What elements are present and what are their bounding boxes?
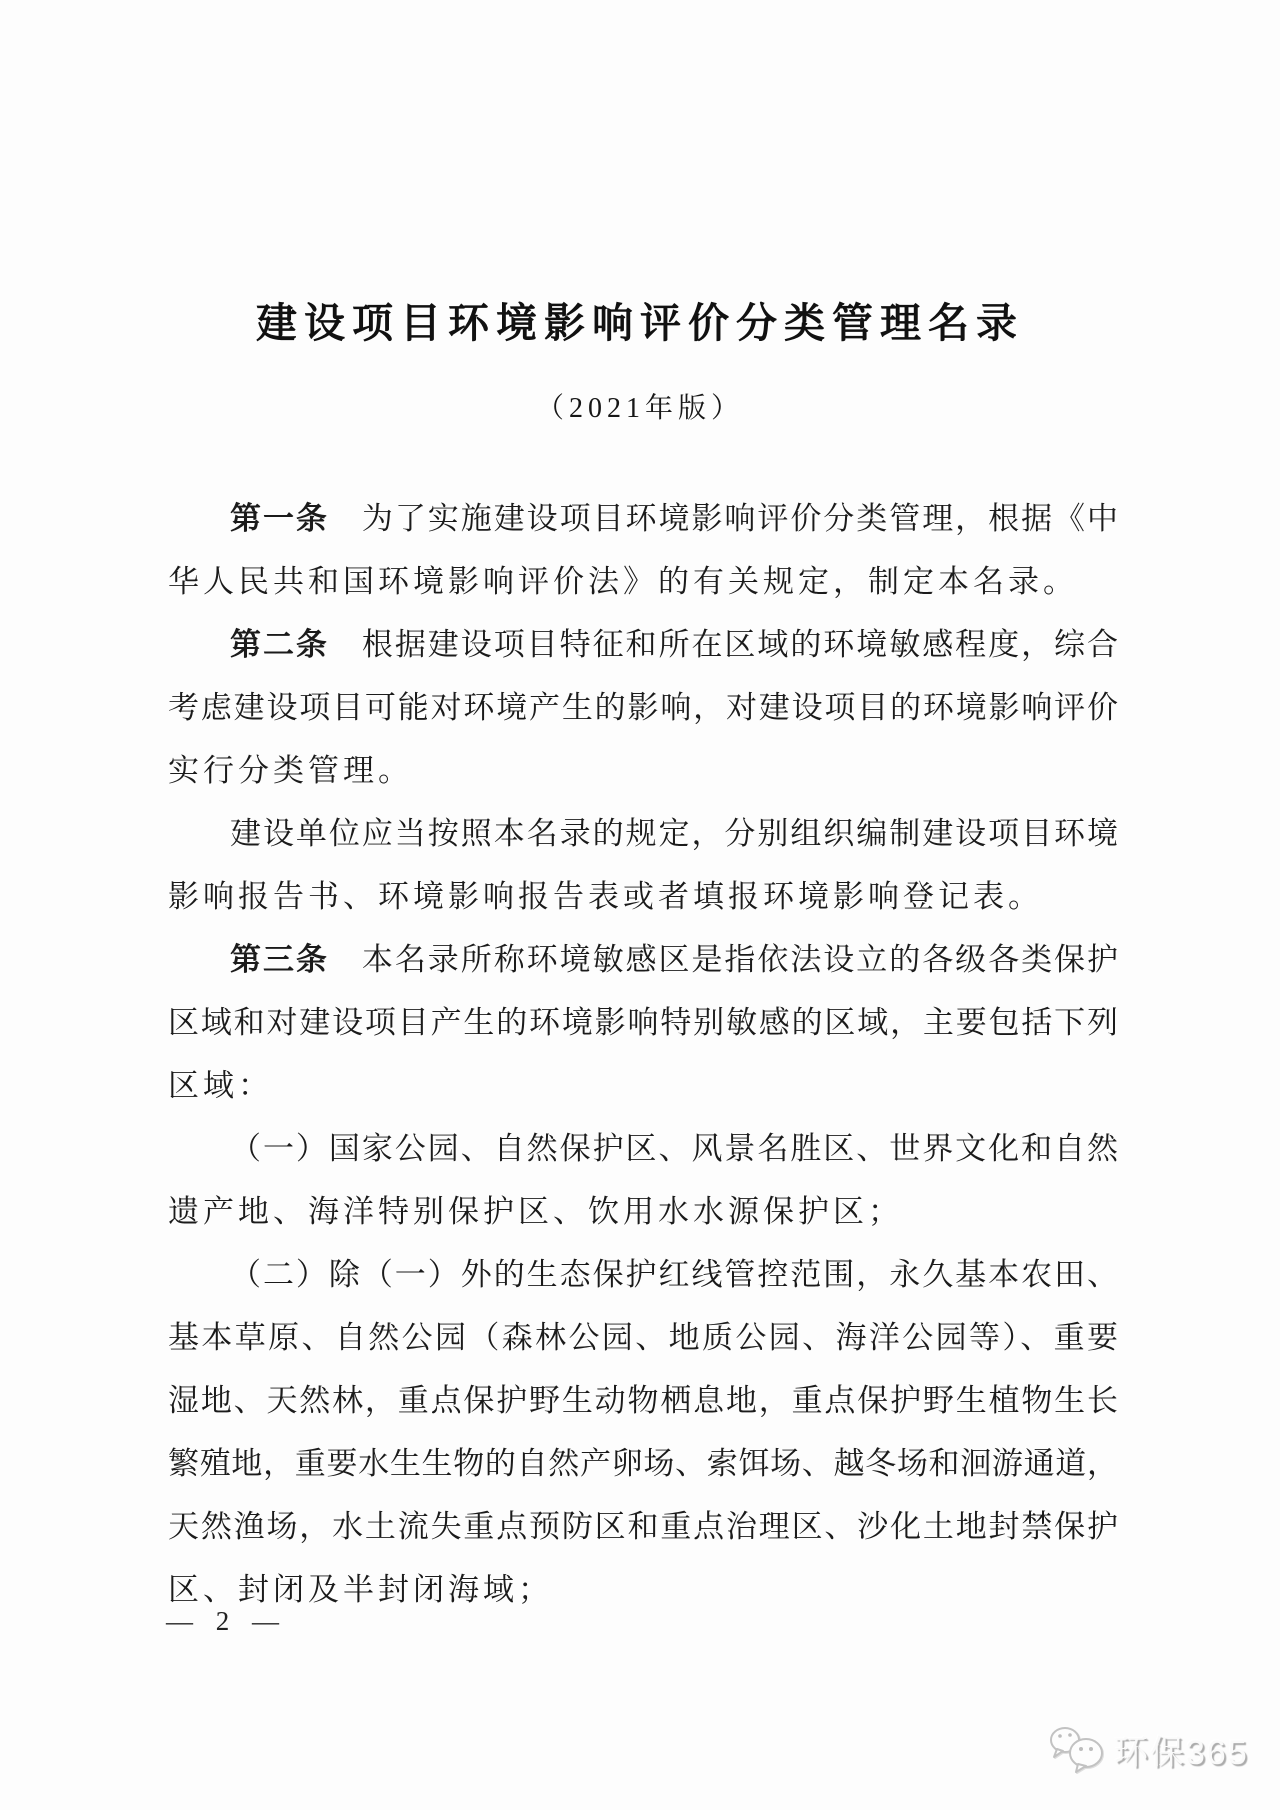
text-line xyxy=(168,865,1118,928)
line-text: 天然渔场，水土流失重点预防区和重点治理区、沙化土地封禁保护 xyxy=(168,1509,1118,1544)
text-line xyxy=(168,802,1118,865)
text-line xyxy=(168,928,1118,991)
line-text: 为了实施建设项目环境影响评价分类管理，根据《中 xyxy=(328,501,1119,536)
text-line xyxy=(168,1117,1118,1180)
text-line xyxy=(168,1432,1118,1495)
text-line xyxy=(168,487,1118,550)
line-text: 实行分类管理。 xyxy=(168,753,413,788)
line-text: 根据建设项目特征和所在区域的环境敏感程度，综合 xyxy=(328,627,1119,662)
line-text: 遗产地、海洋特别保护区、饮用水水源保护区； xyxy=(168,1194,903,1229)
wechat-bubbles-icon xyxy=(1046,1724,1106,1774)
line-text: （一）国家公园、自然保护区、风景名胜区、世界文化和自然 xyxy=(230,1131,1118,1166)
edition-subtitle: （2021年版） xyxy=(535,393,744,424)
text-line xyxy=(168,1558,1118,1621)
text-line xyxy=(168,1243,1118,1306)
document-body xyxy=(168,487,1118,1621)
text-line xyxy=(168,1054,1118,1117)
text-line xyxy=(168,991,1118,1054)
line-text: 本名录所称环境敏感区是指依法设立的各级各类保护 xyxy=(328,942,1119,977)
watermark xyxy=(1046,1724,1249,1774)
watermark-text: 环保365 xyxy=(1114,1733,1249,1772)
line-text: 区、封闭及半封闭海域； xyxy=(168,1572,553,1607)
text-line xyxy=(168,1306,1118,1369)
line-text: 湿地、天然林，重点保护野生动物栖息地，重点保护野生植物生长 xyxy=(168,1383,1118,1418)
line-text: 建设单位应当按照本名录的规定，分别组织编制建设项目环境 xyxy=(230,816,1118,851)
document-title: 建设项目环境影响评价分类管理名录 xyxy=(256,300,1024,346)
line-text: （二）除（一）外的生态保护红线管控范围，永久基本农田、 xyxy=(230,1257,1118,1292)
line-text: 区域： xyxy=(168,1068,273,1103)
line-text: 区域和对建设项目产生的环境影响特别敏感的区域，主要包括下列 xyxy=(168,1005,1118,1040)
article-number: 第三条 xyxy=(230,942,329,977)
line-text: 繁殖地，重要水生生物的自然产卵场、索饵场、越冬场和洄游通道， xyxy=(168,1446,1118,1481)
text-line xyxy=(168,1180,1118,1243)
line-text: 影响报告书、环境影响报告表或者填报环境影响登记表。 xyxy=(168,879,1043,914)
text-line xyxy=(168,613,1118,676)
line-text: 华人民共和国环境影响评价法》的有关规定，制定本名录。 xyxy=(168,564,1078,599)
line-text: 基本草原、自然公园（森林公园、地质公园、海洋公园等）、重要 xyxy=(168,1320,1118,1355)
text-line xyxy=(168,550,1118,613)
article-number: 第一条 xyxy=(230,501,329,536)
line-text: 考虑建设项目可能对环境产生的影响，对建设项目的环境影响评价 xyxy=(168,690,1118,725)
text-line xyxy=(168,676,1118,739)
article-number: 第二条 xyxy=(230,627,329,662)
page-number: — 2 — xyxy=(166,1606,280,1636)
text-line xyxy=(168,1369,1118,1432)
text-line xyxy=(168,1495,1118,1558)
text-line xyxy=(168,739,1118,802)
